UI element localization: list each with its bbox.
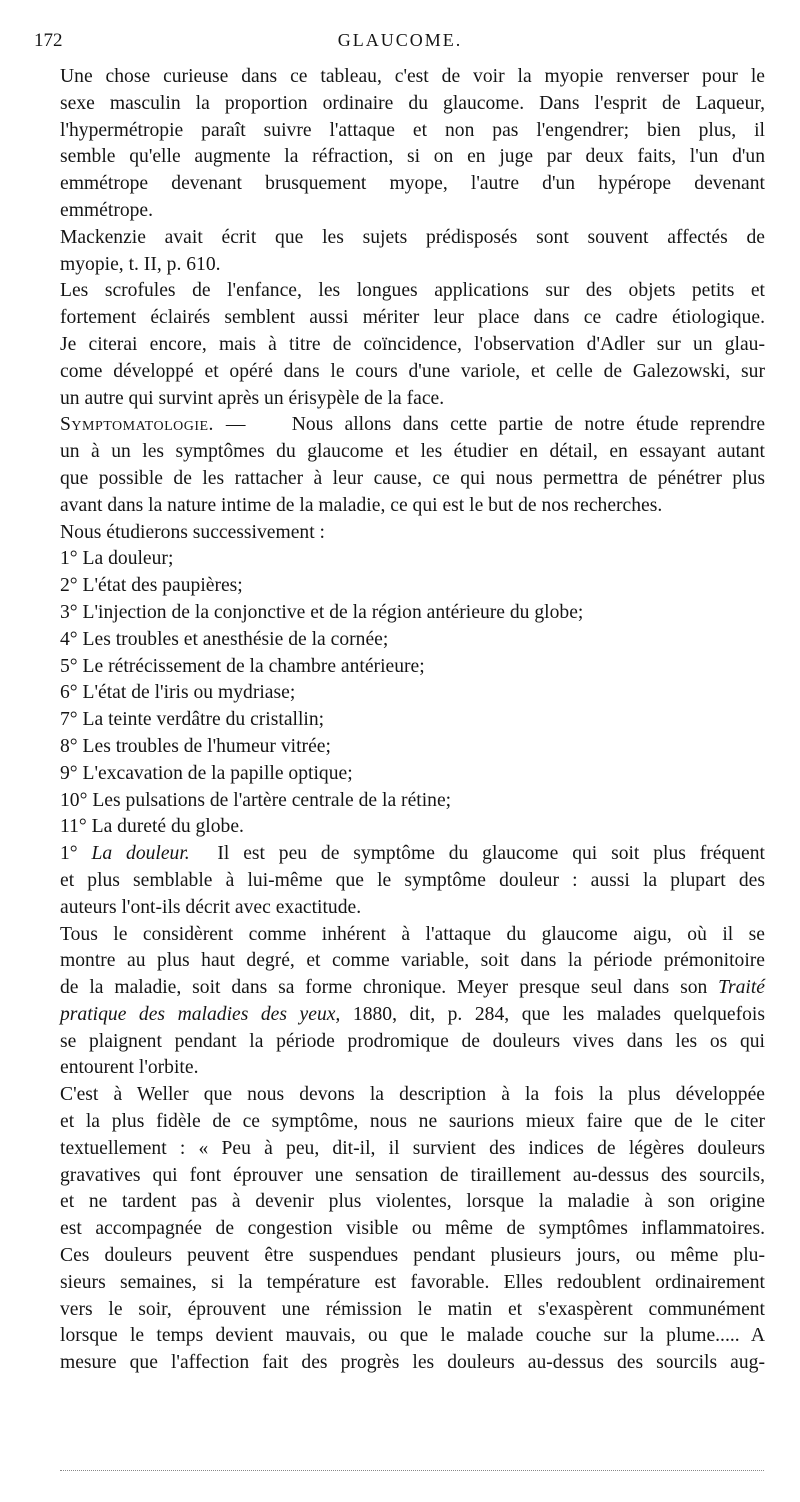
item-number: 1° [60, 843, 78, 865]
text-line [60, 975, 765, 1002]
text-line: emmétrope devenant brusquement myope, l'autre d'un hypérope devenant [60, 173, 765, 195]
text-line: auteurs l'ont-ils décrit avec exactitude. [60, 896, 362, 918]
text-line: Mackenzie avait écrit que les sujets prédisposés sont souvent affectés de [60, 226, 765, 248]
text-line: semble qu'elle augmente la réfraction, si on en juge par deux faits, l'un d'un [60, 146, 765, 168]
text-line: est accompagnée de congestion visible ou même de symptômes inflammatoires. [60, 1218, 765, 1240]
book-title: Traité [718, 977, 765, 999]
text-fragment: 1880, dit, p. 284, que les malades quelquefois [352, 1003, 765, 1025]
text-line: fortement éclairés semblent aussi mériter leur place dans ce cadre étiologique. [60, 307, 765, 329]
text-line [60, 1002, 765, 1029]
symptom-list [60, 546, 765, 841]
text-line: lorsque le temps devient mauvais, ou que le malade couche sur la plume..... A [60, 1325, 765, 1347]
text-line: Une chose curieuse dans ce tableau, c'est de voir la myopie renverser pour le [60, 66, 765, 87]
paragraph-mackenzie [60, 225, 765, 279]
page-number: 172 [34, 30, 63, 51]
text-line: mesure que l'affection fait des progrès les douleurs au-dessus des sourcils aug- [60, 1352, 765, 1374]
section-heading: Symptomatologie. — [60, 414, 246, 436]
paragraph-myopia-sex [60, 64, 765, 225]
text-line: Je citerai encore, mais à titre de coïncidence, l'observation d'Adler sur un glau- [60, 333, 765, 355]
text-line: un autre qui survint après un érisypèle de la face. [60, 387, 445, 409]
list-item: 4° Les troubles et anesthésie de la cornée; [60, 628, 389, 650]
text-line: Les scrofules de l'enfance, les longues applications sur des objets petits et [60, 280, 765, 302]
text-line: come développé et opéré dans le cours d'une variole, et celle de Galezowski, sur [60, 360, 765, 382]
text-fragment: de la maladie, soit dans sa forme chronique. Meyer presque seul dans son [60, 977, 708, 999]
text-line: et ne tardent pas à devenir plus violentes, lorsque la maladie à son origine [60, 1191, 765, 1213]
paragraph-meyer [60, 922, 765, 1083]
text-line: avant dans la nature intime de la maladie, ce qui est le but de nos recherches. [60, 494, 663, 516]
list-item: 11° La dureté du globe. [60, 816, 244, 838]
paragraph-scrofules [60, 278, 765, 412]
text-fragment: Nous allons dans cette partie de notre étude reprendre [291, 414, 766, 436]
text-line: C'est à Weller que nous devons la description à la fois la plus développée [60, 1084, 765, 1106]
text-line: et plus semblable à lui-même que le symptôme douleur : aussi la plupart des [60, 869, 765, 891]
text-line: sexe masculin la proportion ordinaire du glaucome. Dans l'esprit de Laqueur, [60, 92, 765, 114]
list-item: 2° L'état des paupières; [60, 575, 243, 597]
paragraph-intro-list [60, 520, 765, 547]
text-line: et la plus fidèle de ce symptôme, nous ne saurions mieux faire que de le citer [60, 1111, 765, 1133]
text-line: gravatives qui font éprouver une sensation de tiraillement au-dessus des sourcils, [60, 1164, 765, 1186]
paragraph-weller [60, 1082, 765, 1377]
body-text [60, 64, 765, 1377]
italic-term: La douleur. [91, 843, 190, 865]
text-line: emmétrope. [60, 199, 154, 221]
text-line [60, 841, 765, 868]
text-fragment: Il est peu de symptôme du glaucome qui soit plus fréquent [217, 843, 765, 865]
paragraph-symptomatologie [60, 412, 765, 519]
text-line: Nous étudierons successivement : [60, 521, 326, 543]
paragraph-douleur [60, 841, 765, 921]
page-header [34, 30, 766, 58]
book-title: pratique des maladies des yeux, [60, 1003, 341, 1025]
text-line: montre au plus haut degré, et comme variable, soit dans la période prémonitoire [60, 950, 765, 972]
list-item: 6° L'état de l'iris ou mydriase; [60, 682, 296, 704]
running-title: GLAUCOME. [337, 30, 463, 50]
text-line: Tous le considèrent comme inhérent à l'attaque du glaucome aigu, où il se [60, 923, 765, 945]
list-item: 3° L'injection de la conjonctive et de la région antérieure du globe; [60, 601, 584, 623]
list-item: 9° L'excavation de la papille optique; [60, 762, 353, 784]
text-line: l'hypermétropie paraît suivre l'attaque et non pas l'engendrer; bien plus, il [60, 119, 765, 141]
footer-rule [60, 1464, 764, 1471]
text-line: vers le soir, éprouvent une rémission le matin et s'exaspèrent communément [60, 1298, 765, 1320]
text-line: sieurs semaines, si la température est favorable. Elles redoublent ordinairement [60, 1271, 765, 1293]
text-line: entourent l'orbite. [60, 1057, 199, 1079]
text-line: se plaignent pendant la période prodromique de douleurs vives dans les os qui [60, 1030, 765, 1052]
list-item: 5° Le rétrécissement de la chambre antérieure; [60, 655, 425, 677]
text-line: un à un les symptômes du glaucome et les étudier en détail, en essayant autant [60, 441, 765, 463]
text-line: myopie, t. II, p. 610. [60, 253, 221, 275]
text-line: textuellement : « Peu à peu, dit-il, il survient des indices de légères douleurs [60, 1137, 765, 1159]
list-item: 10° Les pulsations de l'artère centrale de la rétine; [60, 789, 452, 811]
text-line: Ces douleurs peuvent être suspendues pendant plusieurs jours, ou même plu- [60, 1245, 765, 1267]
text-line: que possible de les rattacher à leur cause, ce qui nous permettra de pénétrer plus [60, 467, 765, 489]
list-item: 7° La teinte verdâtre du cristallin; [60, 709, 325, 731]
list-item: 1° La douleur; [60, 548, 174, 570]
text-line [60, 412, 765, 439]
list-item: 8° Les troubles de l'humeur vitrée; [60, 735, 331, 757]
